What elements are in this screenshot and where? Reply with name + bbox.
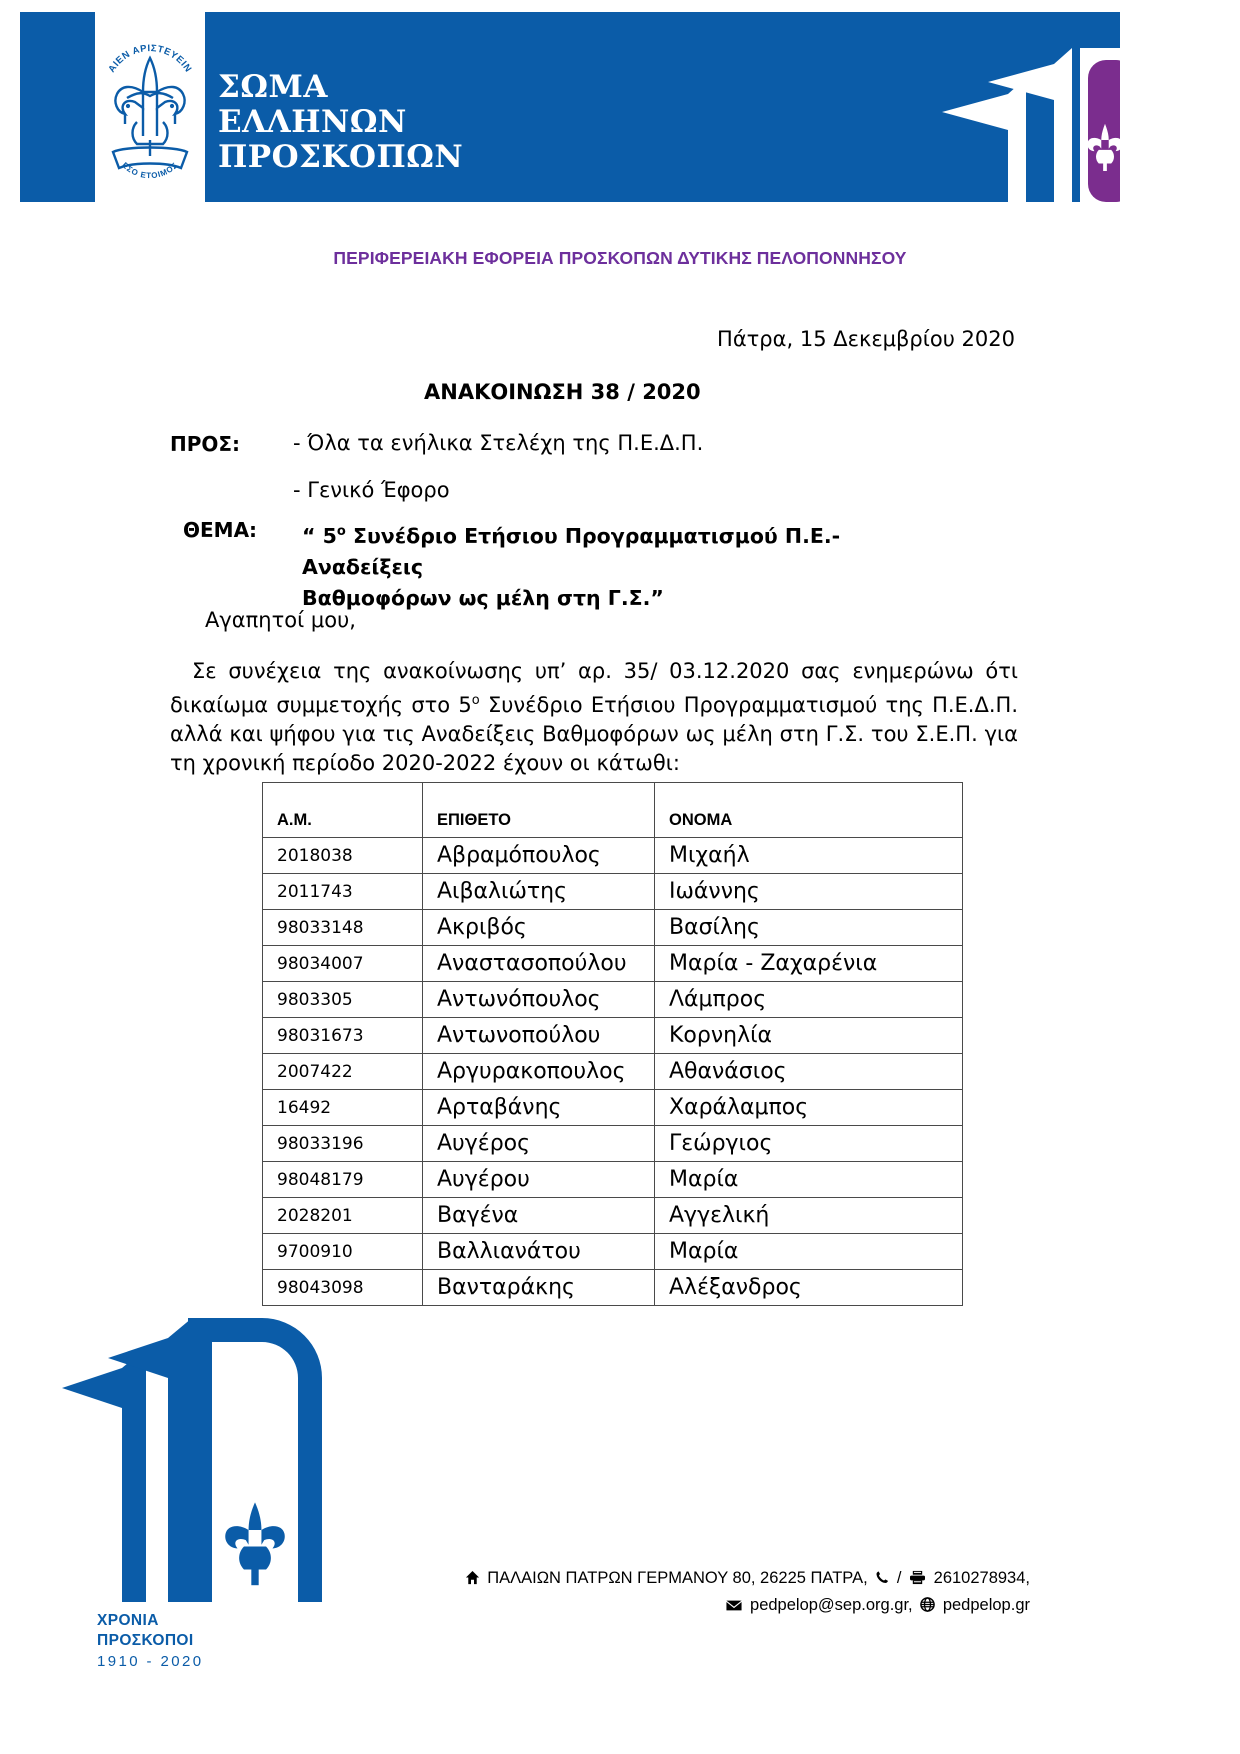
recipient-item-1: - Όλα τα ενήλικα Στελέχη της Π.Ε.Δ.Π. bbox=[293, 431, 704, 455]
table-row bbox=[263, 1054, 963, 1090]
fax-icon bbox=[909, 1570, 926, 1585]
cell-firstname: Γεώργιος bbox=[655, 1126, 963, 1162]
org-name-line-3: ΠΡΟΣΚΟΠΩΝ bbox=[218, 139, 464, 175]
footer-email[interactable]: pedpelop@sep.org.gr, bbox=[750, 1596, 913, 1614]
anniversary-10-logo-icon bbox=[890, 12, 1120, 202]
subject-line1-pre: “ 5 bbox=[302, 523, 337, 548]
cell-lastname: Βαλλιανάτου bbox=[423, 1234, 655, 1270]
cell-lastname: Αβραμόπουλος bbox=[423, 838, 655, 874]
table-row bbox=[263, 910, 963, 946]
table-row bbox=[263, 1126, 963, 1162]
cell-lastname: Αιβαλιώτης bbox=[423, 874, 655, 910]
table-header-row bbox=[263, 783, 963, 838]
members-table bbox=[262, 782, 963, 1306]
phone-icon bbox=[875, 1570, 889, 1585]
cell-firstname: Λάμπρος bbox=[655, 982, 963, 1018]
header-banner bbox=[20, 12, 1120, 202]
cell-lastname: Βανταράκης bbox=[423, 1270, 655, 1306]
cell-firstname: Ιωάννης bbox=[655, 874, 963, 910]
cell-lastname: Αυγέρος bbox=[423, 1126, 655, 1162]
greeting-text: Αγαπητοί μου, bbox=[205, 608, 356, 632]
svg-text:ΑΙΕΝ ΑΡΙΣΤΕΥΕΙΝ: ΑΙΕΝ ΑΡΙΣΤΕΥΕΙΝ bbox=[106, 43, 194, 75]
phone-fax-separator: / bbox=[896, 1569, 902, 1587]
footer-contact-line-2 bbox=[462, 1592, 1030, 1619]
cell-lastname: Ακριβός bbox=[423, 910, 655, 946]
cell-firstname: Μαρία bbox=[655, 1162, 963, 1198]
scout-emblem-icon bbox=[95, 22, 205, 192]
cell-am: 9803305 bbox=[263, 982, 423, 1018]
table-row bbox=[263, 1090, 963, 1126]
subject-line1-post: Συνέδριο Ετήσιου Προγραμματισμού Π.Ε.- Αναδείξεις bbox=[302, 523, 841, 579]
table-row bbox=[263, 1162, 963, 1198]
table-body bbox=[263, 838, 963, 1306]
cell-firstname: Μαρία - Ζαχαρένια bbox=[655, 946, 963, 982]
cell-am: 98043098 bbox=[263, 1270, 423, 1306]
cell-firstname: Αλέξανδρος bbox=[655, 1270, 963, 1306]
cell-am: 16492 bbox=[263, 1090, 423, 1126]
cell-am: 98034007 bbox=[263, 946, 423, 982]
column-header-lastname: ΕΠΙΘΕΤΟ bbox=[423, 783, 655, 838]
cell-am: 98031673 bbox=[263, 1018, 423, 1054]
announcement-title: ΑΝΑΚΟΙΝΩΣΗ 38 / 2020 bbox=[424, 380, 701, 404]
cell-am: 2028201 bbox=[263, 1198, 423, 1234]
globe-icon bbox=[920, 1597, 935, 1612]
body-part-2: Συνέδριο Ετήσιου Προγραμματισμού της Π.Ε.Δ.Π. αλλά και ψήφου για τις Αναδείξεις Βαθμοφόρων ως μέλη στη Γ.Σ. του Σ.Ε.Π. για τη χρονική περίοδο 2020-2022 έχουν οι κάτωθι: bbox=[170, 693, 1018, 775]
footer-contact-info bbox=[462, 1565, 1030, 1619]
cell-lastname: Αρταβάνης bbox=[423, 1090, 655, 1126]
table-row bbox=[263, 982, 963, 1018]
recipient-item-2: - Γενικό Έφορο bbox=[293, 478, 450, 502]
home-icon bbox=[465, 1570, 480, 1585]
cell-firstname: Μιχαήλ bbox=[655, 838, 963, 874]
date-line: Πάτρα, 15 Δεκεμβρίου 2020 bbox=[717, 327, 1015, 351]
org-name-line-1: ΣΩΜΑ bbox=[218, 69, 328, 105]
table-row bbox=[263, 946, 963, 982]
body-paragraph bbox=[170, 657, 1018, 778]
cell-am: 2018038 bbox=[263, 838, 423, 874]
cell-firstname: Αθανάσιος bbox=[655, 1054, 963, 1090]
cell-lastname: Αντωνοπούλου bbox=[423, 1018, 655, 1054]
table-row bbox=[263, 1270, 963, 1306]
footer-address: ΠΑΛΑΙΩΝ ΠΑΤΡΩΝ ΓΕΡΜΑΝΟΥ 80, 26225 ΠΑΤΡΑ, bbox=[487, 1569, 868, 1587]
table-row bbox=[263, 1018, 963, 1054]
footer-caption-line-2: ΠΡΟΣΚΟΠΟΙ bbox=[97, 1632, 194, 1649]
column-header-firstname: ΟΝΟΜΑ bbox=[655, 783, 963, 838]
cell-lastname: Αυγέρου bbox=[423, 1162, 655, 1198]
table-row bbox=[263, 838, 963, 874]
anniversary-10-footer-logo-icon bbox=[62, 1302, 322, 1602]
cell-firstname: Βασίλης bbox=[655, 910, 963, 946]
cell-am: 98048179 bbox=[263, 1162, 423, 1198]
mail-icon bbox=[726, 1599, 742, 1612]
subject-text bbox=[302, 516, 942, 614]
cell-lastname: Βαγένα bbox=[423, 1198, 655, 1234]
cell-lastname: Αναστασοπούλου bbox=[423, 946, 655, 982]
footer-website[interactable]: pedpelop.gr bbox=[942, 1596, 1030, 1614]
cell-am: 2011743 bbox=[263, 874, 423, 910]
cell-firstname: Κορνηλία bbox=[655, 1018, 963, 1054]
page-title: ΠΕΡΙΦΕΡΕΙΑΚΗ ΕΦΟΡΕΙΑ ΠΡΟΣΚΟΠΩΝ ΔΥΤΙΚΗΣ ΠΕΛΟΠΟΝΝΗΣΟΥ bbox=[333, 248, 907, 268]
cell-firstname: Αγγελική bbox=[655, 1198, 963, 1234]
svg-text:ΕΣΟ ΕΤΟΙΜΟΣ: ΕΣΟ ΕΤΟΙΜΟΣ bbox=[120, 160, 180, 181]
footer-contact-line-1 bbox=[462, 1565, 1030, 1592]
cell-am: 9700910 bbox=[263, 1234, 423, 1270]
cell-lastname: Αντωνόπουλος bbox=[423, 982, 655, 1018]
subject-line1-ordinal: ο bbox=[336, 524, 346, 539]
table-row bbox=[263, 1234, 963, 1270]
footer-caption-line-1: ΧΡΟΝΙΑ bbox=[97, 1612, 159, 1629]
cell-am: 98033196 bbox=[263, 1126, 423, 1162]
cell-am: 98033148 bbox=[263, 910, 423, 946]
cell-firstname: Χαράλαμπος bbox=[655, 1090, 963, 1126]
recipients-label: ΠΡΟΣ: bbox=[170, 432, 241, 456]
subject-line2: Βαθμοφόρων ως μέλη στη Γ.Σ.” bbox=[302, 585, 664, 610]
table-row bbox=[263, 874, 963, 910]
cell-firstname: Μαρία bbox=[655, 1234, 963, 1270]
organization-name bbox=[218, 70, 463, 175]
org-name-line-2: ΕΛΛΗΝΩΝ bbox=[218, 104, 407, 140]
body-part-1: Σε συνέχεια της ανακοίνωσης υπ’ αρ. 35/ 03.12.2020 σας ενημερώνω ότι δικαίωμα συμμετοχής στο 5 bbox=[170, 659, 1018, 717]
footer-logo-caption bbox=[97, 1611, 203, 1672]
cell-am: 2007422 bbox=[263, 1054, 423, 1090]
body-ordinal: ο bbox=[471, 693, 480, 708]
subject-label: ΘΕΜΑ: bbox=[183, 518, 258, 542]
table-row bbox=[263, 1198, 963, 1234]
footer-phone-fax: 2610278934, bbox=[933, 1569, 1030, 1587]
cell-lastname: Αργυρακοπουλος bbox=[423, 1054, 655, 1090]
footer-caption-years: 1910 - 2020 bbox=[97, 1653, 204, 1670]
column-header-am: Α.Μ. bbox=[263, 783, 423, 838]
